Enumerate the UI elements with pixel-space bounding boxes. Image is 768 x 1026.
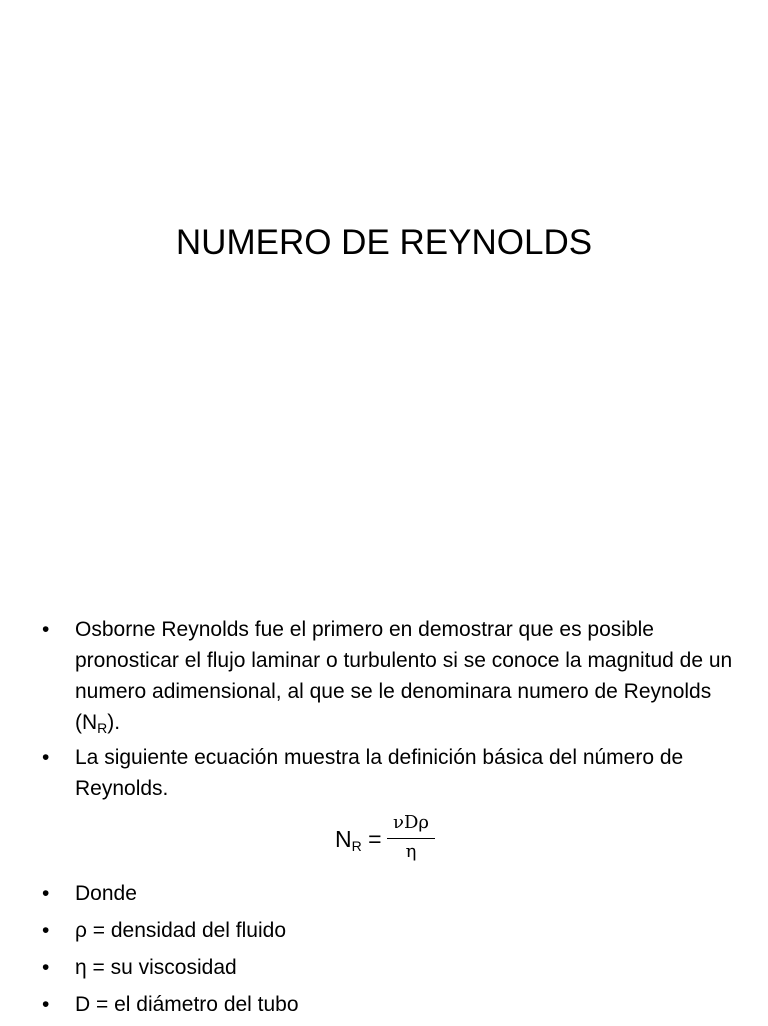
formula-denominator: η — [405, 841, 417, 862]
bullet-item-equation — [42, 742, 742, 804]
bullet-text-end: ). — [107, 711, 121, 734]
bullet-item-density — [42, 915, 742, 946]
bullet-glyph: • — [42, 919, 50, 942]
bullet-glyph: • — [42, 956, 50, 979]
bullet-list — [42, 614, 742, 1026]
subscript: R — [97, 720, 108, 736]
bullet-item-intro — [42, 614, 742, 738]
bullet-text: La siguiente ecuación muestra la definición básica del número de Reynolds. — [75, 746, 684, 800]
bullet-item-diameter — [42, 989, 742, 1020]
bullet-text: ρ = densidad del fluido — [75, 919, 287, 942]
reynolds-formula — [42, 810, 742, 872]
formula-equals: = — [361, 826, 382, 852]
bullet-glyph: • — [42, 746, 50, 769]
formula-subscript: R — [351, 838, 362, 854]
bullet-text: Osborne Reynolds fue el primero en demostrar que es posible pronosticar el flujo laminar o turbulento si se conoce la magnitud de un numero adimensional, al que se le denominara numero de Reynolds (N — [75, 618, 733, 734]
bullet-text: D = el diámetro del tubo — [75, 993, 299, 1016]
formula-symbol: N — [335, 826, 352, 852]
formula-lhs — [335, 824, 382, 854]
formula-fraction — [387, 810, 435, 865]
bullet-text: Donde — [75, 882, 137, 905]
bullet-glyph: • — [42, 993, 50, 1016]
bullet-item-donde — [42, 878, 742, 909]
bullet-text: η = su viscosidad — [75, 956, 237, 979]
bullet-glyph: • — [42, 882, 50, 905]
bullet-item-viscosity — [42, 952, 742, 983]
slide-title: NUMERO DE REYNOLDS — [175, 223, 593, 262]
bullet-glyph: • — [42, 618, 50, 641]
formula-numerator: νDρ — [387, 810, 435, 839]
